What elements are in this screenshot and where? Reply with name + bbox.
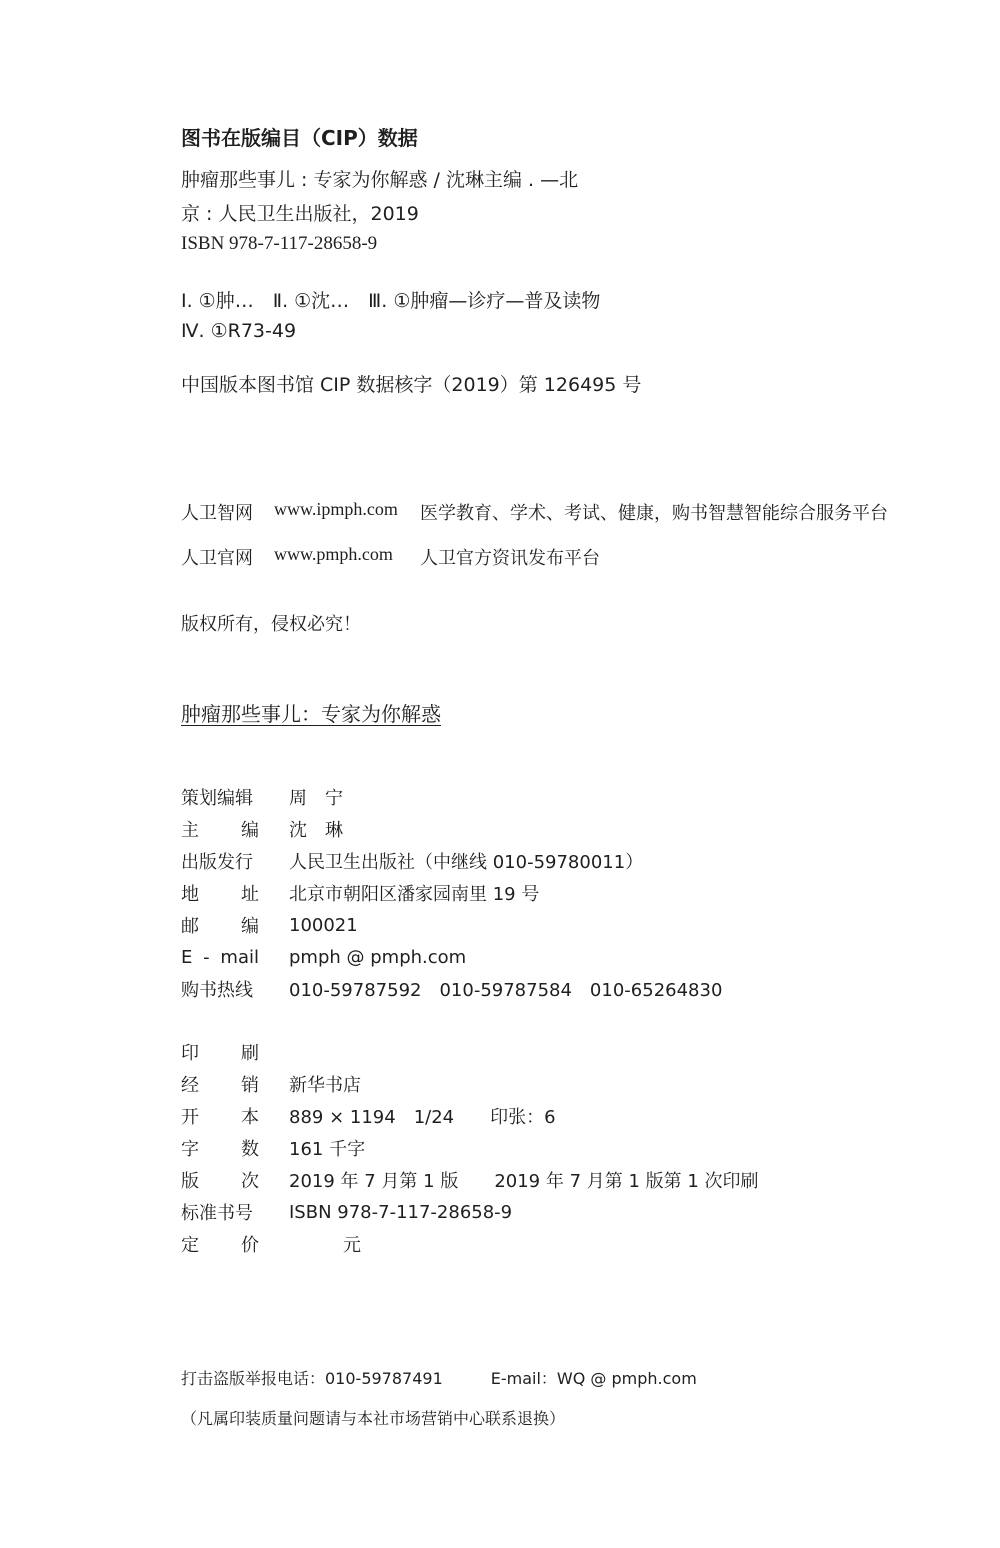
detail-value: 周 宁: [289, 788, 343, 809]
detail-label-part: 本: [241, 1107, 259, 1128]
detail-label-part: 印: [181, 1043, 199, 1064]
detail-label: [181, 1198, 259, 1226]
detail-label-part: 定: [181, 1235, 199, 1256]
website-desc-1: 医学教育、学术、考试、健康，购书智慧智能综合服务平台: [420, 503, 888, 524]
copyright-text: 版权所有，侵权必究！: [181, 614, 361, 635]
detail-label-part: 标准书号: [181, 1203, 253, 1224]
detail-label-part: 地: [181, 884, 199, 905]
piracy-report-line: 打击盗版举报电话：010-59787491 E-mail：WQ @ pmph.com: [181, 1369, 697, 1388]
website-url-1[interactable]: www.ipmph.com: [274, 499, 398, 519]
website-name-2: 人卫官网: [181, 548, 253, 569]
detail-label: [181, 1070, 259, 1098]
detail-label: [181, 815, 259, 843]
cip-title: 图书在版编目（CIP）数据: [181, 126, 418, 150]
detail-label: [181, 1102, 259, 1130]
detail-value: ISBN 978-7-117-28658-9: [289, 1201, 513, 1223]
book-title: 肿瘤那些事儿：专家为你解惑: [181, 702, 441, 726]
detail-label: [181, 1038, 259, 1066]
detail-value: 北京市朝阳区潘家园南里 19 号: [289, 884, 540, 905]
detail-label-part: 编: [241, 820, 259, 841]
detail-value: 2019 年 7 月第 1 版 2019 年 7 月第 1 版第 1 次印刷: [289, 1171, 759, 1192]
detail-label-part: 价: [241, 1235, 259, 1256]
detail-label: [181, 783, 259, 811]
detail-value: 010-59787592 010-59787584 010-65264830: [289, 980, 723, 1001]
detail-value: pmph @ pmph.com: [289, 946, 467, 968]
detail-label-part: 刷: [241, 1043, 259, 1064]
website-name-1: 人卫智网: [181, 503, 253, 524]
detail-value: 人民卫生出版社（中继线 010-59780011）: [289, 852, 644, 873]
detail-value: 元: [289, 1235, 361, 1256]
detail-label-part: 数: [241, 1139, 259, 1160]
detail-label-part: 购书热线: [181, 980, 253, 1001]
cip-line-2: 京 : 人民卫生出版社，2019: [181, 203, 419, 225]
detail-label: [181, 847, 259, 875]
detail-label: [181, 1166, 259, 1194]
detail-label-part: 策划编辑: [181, 788, 253, 809]
detail-label: [181, 879, 259, 907]
detail-label-part: 开: [181, 1107, 199, 1128]
cip-class-number: Ⅳ. ①R73-49: [181, 320, 297, 342]
detail-label-part: 编: [241, 916, 259, 937]
detail-value: 沈 琳: [289, 820, 343, 841]
detail-label: [181, 943, 259, 971]
detail-label: [181, 975, 259, 1003]
website-desc-2: 人卫官方资讯发布平台: [420, 548, 600, 569]
detail-value: 100021: [289, 914, 358, 936]
detail-label-part: mail: [220, 946, 259, 968]
detail-label-part: 经: [181, 1075, 199, 1096]
detail-label-part: 出版发行: [181, 852, 253, 873]
cip-classification: Ⅰ. ①肿… Ⅱ. ①沈… Ⅲ. ①肿瘤—诊疗—普及读物: [181, 290, 601, 312]
detail-label: [181, 1134, 259, 1162]
detail-label: [181, 1230, 259, 1258]
cip-record-number: 中国版本图书馆 CIP 数据核字（2019）第 126495 号: [181, 374, 642, 396]
detail-value: 161 千字: [289, 1139, 366, 1160]
detail-label-part: 字: [181, 1139, 199, 1160]
cip-line-1: 肿瘤那些事儿 : 专家为你解惑 / 沈琳主编 . —北: [181, 169, 579, 191]
detail-label-part: E: [181, 946, 193, 968]
detail-label-part: 销: [241, 1075, 259, 1096]
detail-label-part: -: [203, 946, 210, 968]
detail-value: 新华书店: [289, 1075, 361, 1096]
detail-label-part: 址: [241, 884, 259, 905]
detail-label-part: 邮: [181, 916, 199, 937]
detail-label: [181, 911, 259, 939]
detail-value: 889 × 1194 1/24 印张：6: [289, 1107, 556, 1128]
detail-label-part: 主: [181, 820, 199, 841]
quality-return-note: （凡属印装质量问题请与本社市场营销中心联系退换）: [181, 1409, 566, 1428]
detail-label-part: 版: [181, 1171, 199, 1192]
cip-isbn: ISBN 978-7-117-28658-9: [181, 233, 378, 254]
website-url-2[interactable]: www.pmph.com: [274, 544, 393, 564]
detail-label-part: 次: [241, 1171, 259, 1192]
